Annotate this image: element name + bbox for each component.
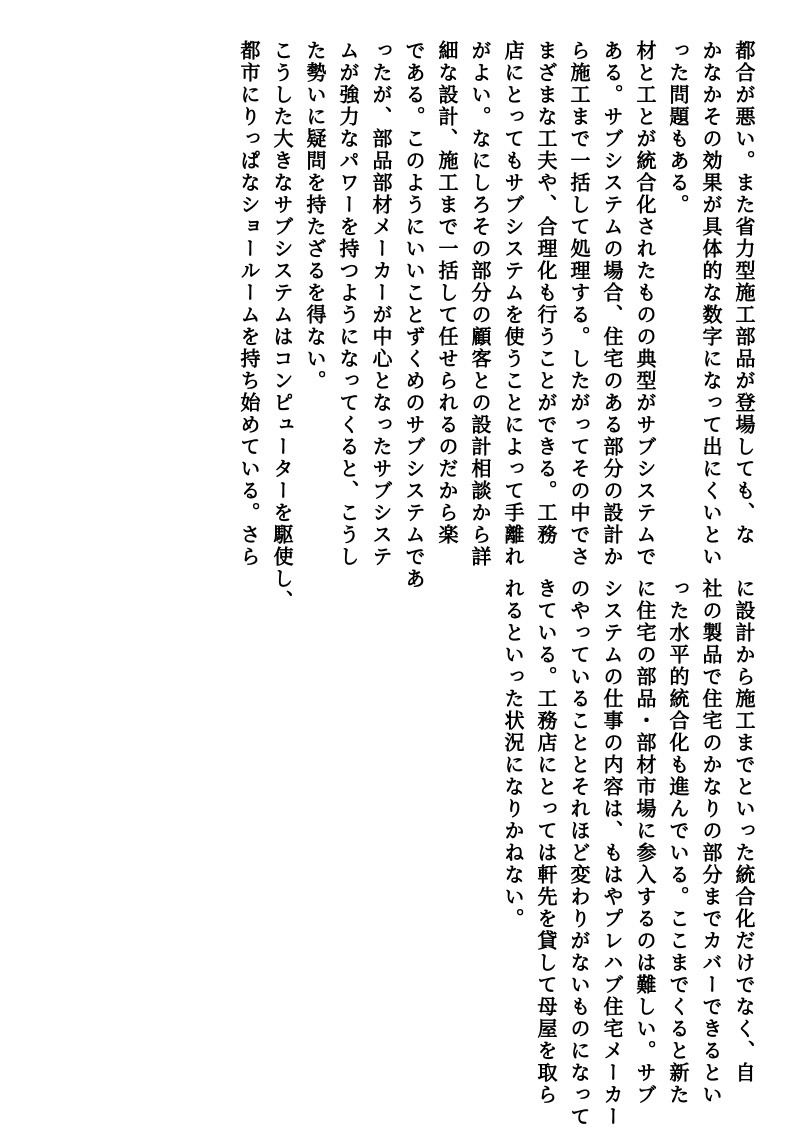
- text-line: た勢いに疑問を持たざるを得ない。: [303, 40, 327, 392]
- text-line: った問題もある。: [666, 40, 690, 216]
- text-line: がよい。なにしろその部分の顧客との設計相談から詳: [468, 40, 492, 568]
- text-line: 都市にりっぱなショールームを持ち始めている。さら: [237, 40, 261, 568]
- text-line: に住宅の部品・部材市場に参入するのは難しい。サブ: [633, 578, 657, 1106]
- text-line: システムの仕事の内容は、もはやプレハブ住宅メーカー: [600, 578, 624, 1128]
- text-line: に設計から施工までといった統合化だけでなく、自: [732, 578, 756, 1084]
- text-line: ったが、部品部材メーカーが中心となったサブシステ: [369, 40, 393, 568]
- text-line: った水平的統合化も進んでいる。ここまでくると新た: [666, 578, 690, 1106]
- text-line: ら施工まで一括して処理する。したがってその中でさ: [567, 40, 591, 568]
- text-line: である。このようにいいことずくめのサブシステムであ: [402, 40, 426, 590]
- upper-text-block: [232, 40, 760, 612]
- lower-text-block: [496, 578, 760, 1128]
- text-line: ムが強力なパワーを持つようになってくると、こうし: [336, 40, 360, 568]
- text-line: 材と工とが統合化されたものの典型がサブシステムで: [633, 40, 657, 568]
- text-line: 細な設計、施工まで一括して任せられるのだから楽: [435, 40, 459, 546]
- text-line: 店にとってもサブシステムを使うことによって手離れ: [501, 40, 525, 568]
- text-line: きている。工務店にとっては軒先を貸して母屋を取ら: [534, 578, 558, 1106]
- text-line: れるといった状況になりかねない。: [501, 578, 525, 930]
- text-line: 社の製品で住宅のかなりの部分までカバーできるとい: [699, 578, 723, 1106]
- text-line: まざまな工夫や、合理化も行うことができる。工務: [534, 40, 558, 546]
- text-line: ある。サブシステムの場合、住宅のある部分の設計か: [600, 40, 624, 568]
- text-line: こうした大きなサブシステムはコンピューターを駆使し、: [270, 40, 294, 612]
- text-line: 都合が悪い。また省力型施工部品が登場しても、な: [732, 40, 756, 546]
- text-line: かなかその効果が具体的な数字になって出にくいとい: [699, 40, 723, 568]
- text-line: のやっていることとそれほど変わりがないものになって: [567, 578, 591, 1128]
